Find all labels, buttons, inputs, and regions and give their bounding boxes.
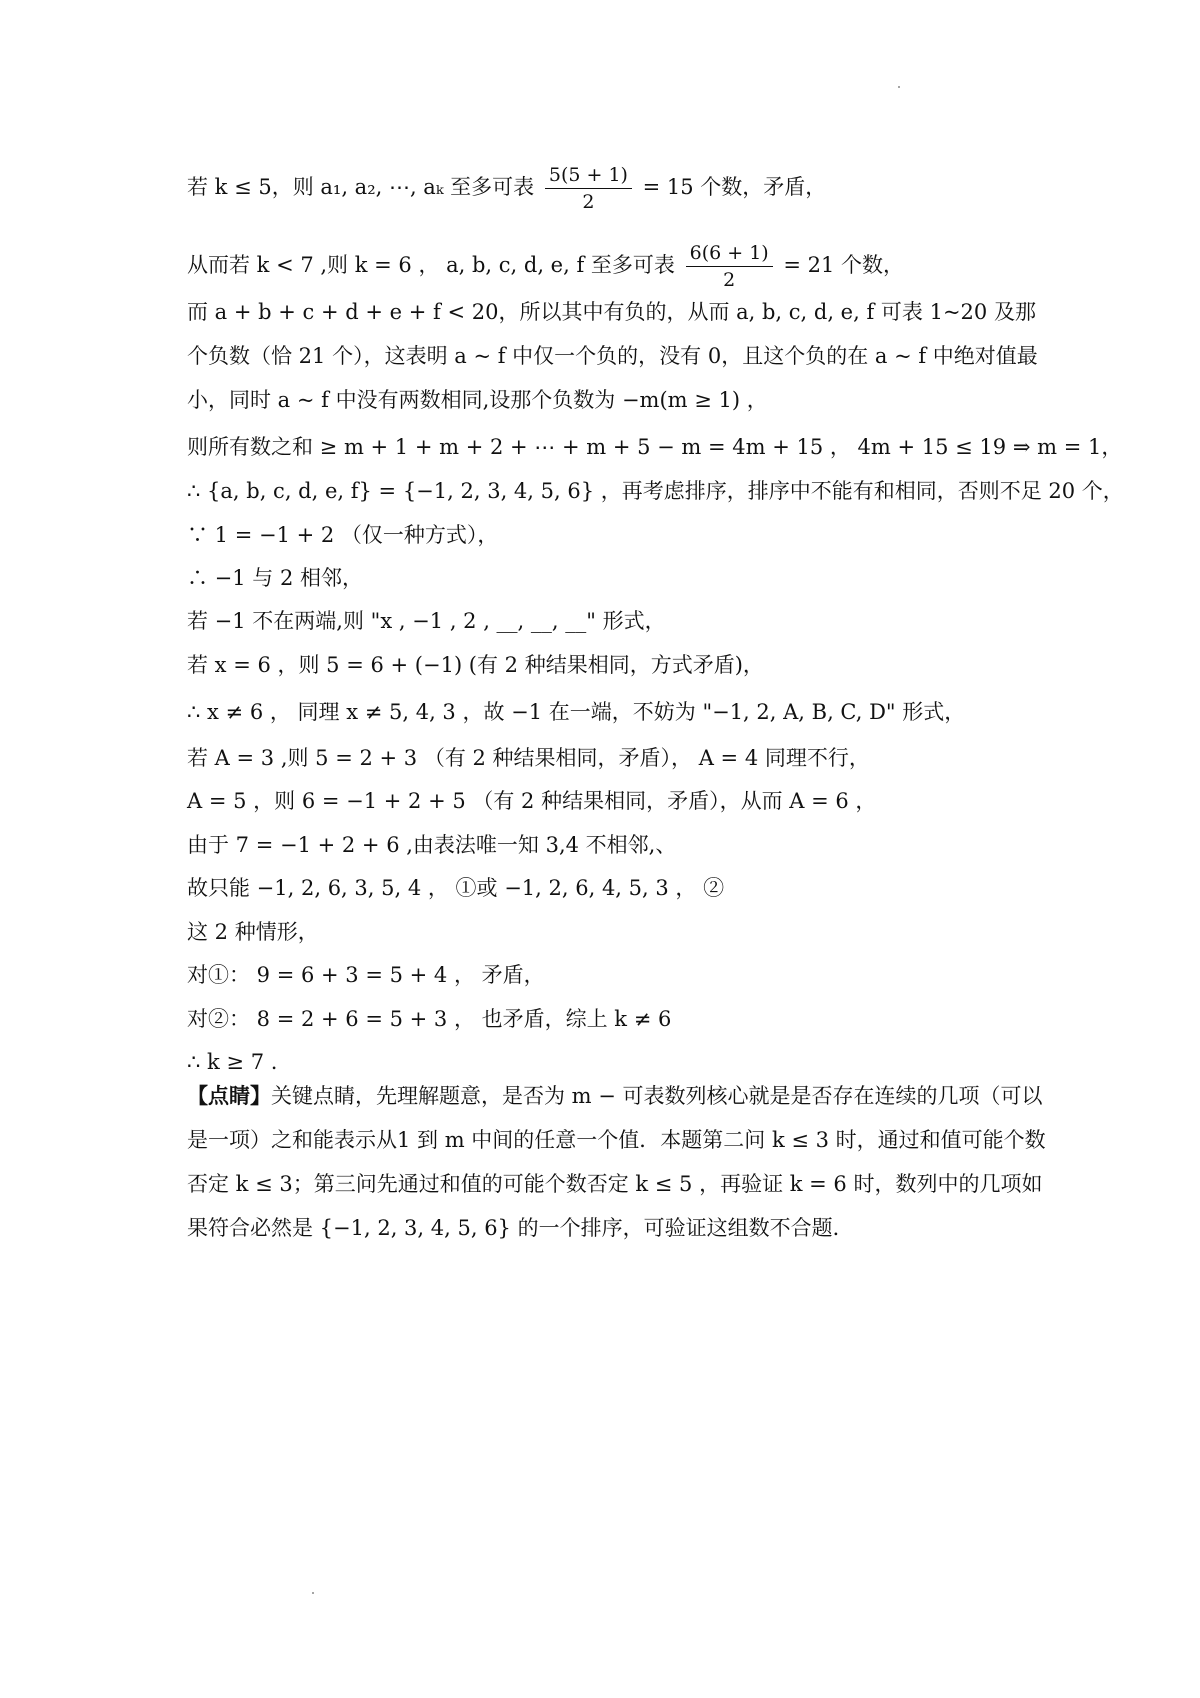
- line-7: ∴ −1 与 2 相邻，: [187, 566, 364, 590]
- fraction-2: [686, 240, 773, 293]
- line-5: ∴ {a, b, c, d, e, f} = {−1, 2, 3, 4, 5, 6} ，再考虑排序，排序中不能有和相同，否则不足 20 个，: [187, 479, 1124, 503]
- line-1-text-end: = 15 个数，矛盾，: [642, 175, 827, 199]
- line-13: 由于 7 = −1 + 2 + 6 ,由表法唯一知 3,4 不相邻,、: [187, 833, 677, 857]
- line-2: [187, 240, 1050, 293]
- line-14: 故只能 −1, 2, 6, 3, 5, 4 ， ①或 −1, 2, 6, 4, 5, 3 ， ②: [187, 876, 725, 900]
- line-10: ∴ x ≠ 6 ， 同理 x ≠ 5, 4, 3 ，故 −1 在一端，不妨为 "−1, 2, A, B, C, D" 形式，: [187, 700, 966, 724]
- fraction-2-denominator: 2: [723, 269, 736, 291]
- line-12: A = 5 ，则 6 = −1 + 2 + 5 （有 2 种结果相同，矛盾），从而 A = 6 ，: [187, 789, 877, 813]
- scan-speck: [312, 1592, 314, 1594]
- fraction-1: [545, 162, 632, 215]
- scan-speck: [898, 86, 900, 88]
- tip-text: 关键点睛，先理解题意，是否为 m − 可表数列核心就是是否存在连续的几项（可以是一项）之和能表示从1 到 m 中间的任意一个值．本题第二问 k ≤ 3 时，通过和值可能个数否定 k ≤ 3；第三问先通过和值的可能个数否定 k ≤ 5 ，再验证 k = 6 时，数列中的几项如果符合必然是 {−1, 2, 3, 4, 5, 6} 的一个排序，可验证这组数不合题．: [187, 1084, 1046, 1240]
- line-11: 若 A = 3 ,则 5 = 2 + 3 （有 2 种结果相同，矛盾）， A = 4 同理不行，: [187, 746, 870, 770]
- fraction-2-numerator: 6(6 + 1): [686, 240, 773, 267]
- line-1: [187, 162, 1050, 215]
- line-18: ∴ k ≥ 7 .: [187, 1050, 278, 1074]
- line-15: 这 2 种情形，: [187, 920, 319, 944]
- fraction-1-denominator: 2: [582, 191, 595, 213]
- line-6: ∵ 1 = −1 + 2 （仅一种方式），: [187, 523, 499, 547]
- line-1-text: 若 k ≤ 5，则 a₁, a₂, ⋯, aₖ 至多可表: [187, 175, 535, 199]
- tip-paragraph: [187, 1074, 1050, 1250]
- line-8: 若 −1 不在两端,则 "x , −1 , 2 , __, __, __" 形式，: [187, 609, 666, 633]
- line-16: 对①： 9 = 6 + 3 = 5 + 4 ， 矛盾，: [187, 963, 545, 987]
- fraction-1-numerator: 5(5 + 1): [545, 162, 632, 189]
- line-17: 对②： 8 = 2 + 6 = 5 + 3 ， 也矛盾，综上 k ≠ 6: [187, 1007, 672, 1031]
- line-2-text: 从而若 k < 7 ,则 k = 6 ， a, b, c, d, e, f 至多可表: [187, 253, 675, 277]
- line-2-text-end: = 21 个数，: [783, 253, 905, 277]
- line-9: 若 x = 6 ，则 5 = 6 + (−1) (有 2 种结果相同，方式矛盾)，: [187, 653, 764, 677]
- line-3-paragraph: 而 a + b + c + d + e + f < 20，所以其中有负的，从而 a, b, c, d, e, f 可表 1~20 及那个负数（恰 21 个），这表明 a ~ f 中仅一个负的，没有 0，且这个负的在 a ~ f 中绝对值最小，同时 a ~ f 中没有两数相同,设那个负数为 −m(m ≥ 1) ，: [187, 300, 1038, 412]
- line-4: 则所有数之和 ≥ m + 1 + m + 2 + ⋯ + m + 5 − m = 4m + 15 ， 4m + 15 ≤ 19 ⇒ m = 1，: [187, 435, 1123, 459]
- tip-label: 【点睛】: [187, 1083, 271, 1108]
